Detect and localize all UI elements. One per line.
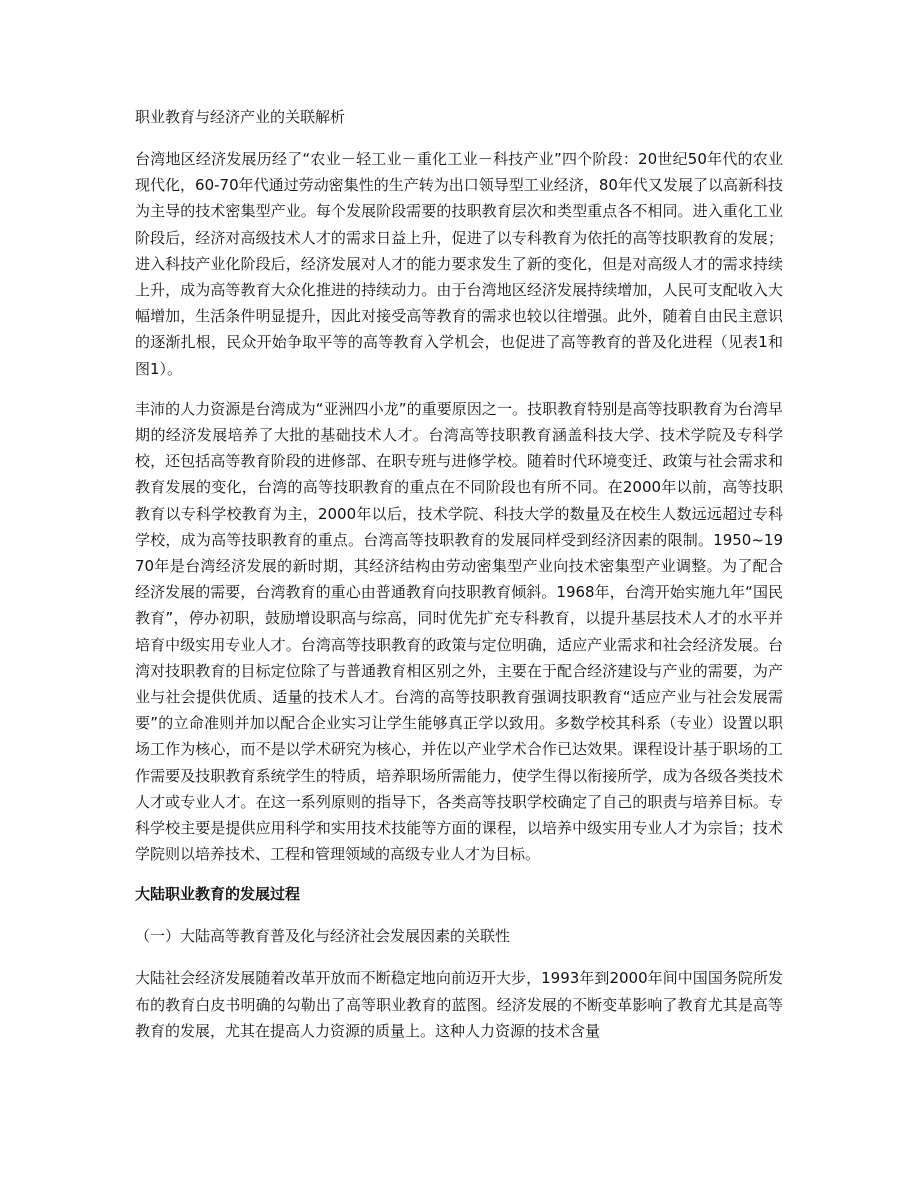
document-page bbox=[135, 104, 783, 1058]
paragraph-taiwan-vocational: 丰沛的人力资源是台湾成为“亚洲四小龙”的重要原因之一。技职教育特别是高等技职教育为台湾早期的经济发展培养了大批的基础技术人才。台湾高等技职教育涵盖科技大学、技术学院及专科学校，还包括高等教育阶段的进修部、在职专班与进修学校。随着时代环境变迁、政策与社会需求和教育发展的变化，台湾的高等技职教育的重点在不同阶段也有所不同。在2000年以前，高等技职教育以专科学校教育为主，2000年以后，技术学院、科技大学的数量及在校生人数远远超过专科学校，成为高等技职教育的重点。台湾高等技职教育的发展同样受到经济因素的限制。1950~1970年是台湾经济发展的新时期，其经济结构由劳动密集型产业向技术密集型产业调整。为了配合经济发展的需要，台湾教育的重心由普通教育向技职教育倾斜。1968年，台湾开始实施九年“国民教育”，停办初职，鼓励增设职高与综高，同时优先扩充专科教育，以提升基层技术人才的水平并培育中级实用专业人才。台湾高等技职教育的政策与定位明确，适应产业需求和社会经济发展。台湾对技职教育的目标定位除了与普通教育相区别之外，主要在于配合经济建设与产业的需要，为产业与社会提供优质、适量的技术人才。台湾的高等技职教育强调技职教育“适应产业与社会发展需要”的立命准则并加以配合企业实习让学生能够真正学以致用。多数学校其科系（专业）设置以职场工作为核心，而不是以学术研究为核心，并佐以产业学术合作已达效果。课程设计基于职场的工作需要及技职教育系统学生的特质，培养职场所需能力，使学生得以衔接所学，成为各级各类技术人才或专业人才。在这一系列原则的指导下，各类高等技职学校确定了自己的职责与培养目标。专科学校主要是提供应用科学和实用技术技能等方面的课程，以培养中级实用专业人才为宗旨；技术学院则以培养技术、工程和管理领域的高级专业人才为目标。 bbox=[135, 399, 783, 864]
section-heading: 大陆职业教育的发展过程 bbox=[135, 885, 301, 904]
document-title: 职业教育与经济产业的关联解析 bbox=[135, 108, 346, 126]
subsection-heading: （一）大陆高等教育普及化与经济社会发展因素的关联性 bbox=[135, 927, 511, 946]
paragraph-mainland: 大陆社会经济发展随着改革开放而不断稳定地向前迈开大步，1993年到2000年间中国国务院所发布的教育白皮书明确的勾勒出了高等职业教育的蓝图。经济发展的不断变革影响了教育尤其是高等教育的发展，尤其在提高人力资源的质量上。这种人力资源的技术含量 bbox=[135, 969, 783, 1040]
paragraph-taiwan-economy: 台湾地区经济发展历经了“农业－轻工业－重化工业－科技产业”四个阶段：20世纪50年代的农业现代化，60-70年代通过劳动密集性的生产转为出口领导型工业经济，80年代又发展了以高新科技为主导的技术密集型产业。每个发展阶段需要的技职教育层次和类型重点各不相同。进入重化工业阶段后，经济对高级技术人才的需求日益上升，促进了以专科教育为依托的高等技职教育的发展；进入科技产业化阶段后，经济发展对人才的能力要求发生了新的变化，但是对高级人才的需求持续上升，成为高等教育大众化推进的持续动力。由于台湾地区经济发展持续增加，人民可支配收入大幅增加，生活条件明显提升，因此对接受高等教育的需求也较以往增强。此外，随着自由民主意识的逐渐扎根，民众开始争取平等的高等教育入学机会，也促进了高等教育的普及化进程（见表1和图1）。 bbox=[135, 150, 783, 378]
